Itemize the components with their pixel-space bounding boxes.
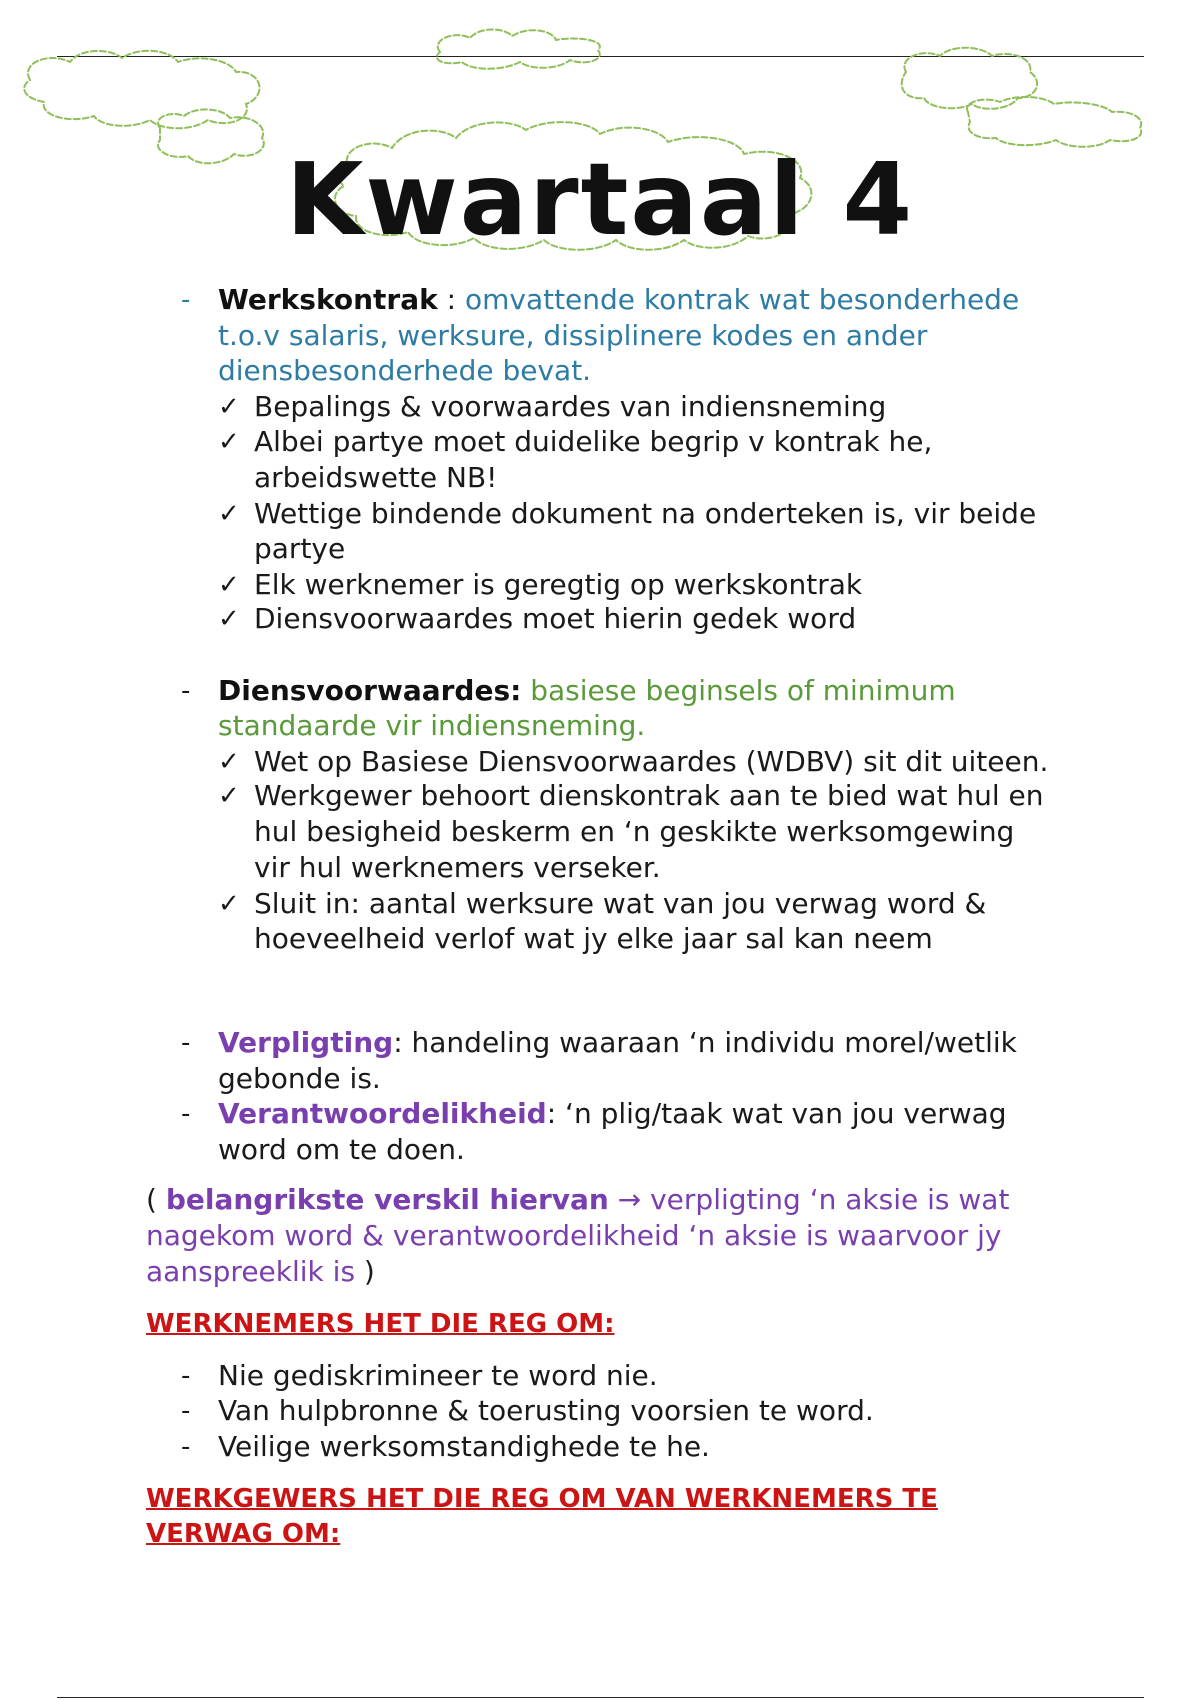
checkmark-icon: ✓ — [218, 392, 240, 422]
section2-check-1: Wet op Basiese Diensvoorwaardes (WDBV) sit dit uiteen. — [254, 745, 1049, 778]
section2-line1 — [218, 673, 956, 709]
section2-check-2b: hul besigheid beskerm en ‘n geskikte werksomgewing — [254, 815, 1015, 848]
section1-check-3b: partye — [254, 532, 346, 565]
cloud-top-center-icon — [437, 30, 600, 69]
bullet-dash: - — [181, 1396, 191, 1426]
checkmark-icon: ✓ — [218, 747, 240, 777]
right-item-3: Veilige werksomstandighede te he. — [218, 1430, 710, 1463]
heading-employer-rights-1: WERKGEWERS HET DIE REG OM VAN WERKNEMERS TE — [146, 1484, 938, 1514]
note-bold: belangrikste verskil hiervan — [165, 1183, 609, 1216]
checkmark-icon: ✓ — [218, 570, 240, 600]
heading-employee-rights: WERKNEMERS HET DIE REG OM: — [146, 1309, 615, 1339]
checkmark-icon: ✓ — [218, 781, 240, 811]
checkmark-icon: ✓ — [218, 889, 240, 919]
section1-check-2b: arbeidswette NB! — [254, 461, 498, 494]
bullet-dash: - — [181, 285, 191, 315]
section2-check-2c: vir hul werknemers verseker. — [254, 851, 661, 884]
section1-check-3: Wettige bindende dokument na onderteken is, vir beide — [254, 497, 1037, 530]
section3-def-1: : handeling waaraan ‘n individu morel/wetlik — [393, 1026, 1017, 1059]
section2-def-1: basiese beginsels of minimum — [530, 674, 956, 707]
section3-term-2: Verantwoordelikheid — [218, 1097, 547, 1130]
section1-check-2: Albei partye moet duidelike begrip v kontrak he, — [254, 425, 933, 458]
bullet-dash: - — [181, 676, 191, 706]
section1-term: Werkskontrak — [218, 283, 438, 316]
note-line1 — [146, 1182, 1009, 1218]
section1-check-1: Bepalings & voorwaardes van indiensneming — [254, 390, 887, 423]
note-text-1: verpligting ‘n aksie is wat — [650, 1183, 1010, 1216]
section1-def-1: omvattende kontrak wat besonderhede — [464, 283, 1020, 316]
cloud-right-icon — [902, 48, 1037, 109]
bullet-dash: - — [181, 1361, 191, 1391]
page-title: Kwartaal 4 — [285, 141, 915, 258]
note-close: ) — [355, 1255, 375, 1288]
section2-check-3: Sluit in: aantal werksure wat van jou verwag word & — [254, 887, 987, 920]
section1-def-3: diensbesonderhede bevat. — [218, 354, 592, 387]
right-item-2: Van hulpbronne & toerusting voorsien te word. — [218, 1394, 874, 1427]
section2-check-3b: hoeveelheid verlof wat jy elke jaar sal kan neem — [254, 922, 933, 955]
section1-sep: : — [437, 283, 465, 316]
section3-item2-line1 — [218, 1096, 1007, 1132]
note-text-3: aanspreeklik is — [146, 1255, 356, 1288]
bullet-dash: - — [181, 1099, 191, 1129]
checkmark-icon: ✓ — [218, 427, 240, 457]
checkmark-icon: ✓ — [218, 499, 240, 529]
section2-term: Diensvoorwaardes: — [218, 674, 522, 707]
section1-def-2: t.o.v salaris, werksure, dissiplinere kodes en ander — [218, 319, 928, 352]
arrow-icon: → — [608, 1183, 651, 1216]
bottom-rule — [57, 1697, 1144, 1698]
bullet-dash: - — [181, 1432, 191, 1462]
section1-check-5: Diensvoorwaardes moet hierin gedek word — [254, 602, 857, 635]
bullet-dash: - — [181, 1028, 191, 1058]
section3-item1-line1 — [218, 1025, 1017, 1061]
section2-def-2: standaarde vir indiensneming. — [218, 709, 646, 742]
section3-def-2: : ‘n plig/taak wat van jou verwag — [546, 1097, 1007, 1130]
section1-check-4: Elk werknemer is geregtig op werkskontrak — [254, 568, 863, 601]
section3-term-1: Verpligting — [218, 1026, 394, 1059]
note-text-2: nagekom word & verantwoordelikheid ‘n aksie is waarvoor jy — [146, 1219, 1002, 1252]
cloud-left-icon — [24, 51, 259, 129]
section1-line1 — [218, 282, 1019, 318]
note-line3 — [146, 1254, 375, 1290]
heading-employer-rights-2: VERWAG OM: — [146, 1519, 341, 1549]
section2-check-2: Werkgewer behoort dienskontrak aan te bied wat hul en — [254, 779, 1044, 812]
right-item-1: Nie gediskrimineer te word nie. — [218, 1359, 658, 1392]
section3-item2-line2: word om te doen. — [218, 1133, 465, 1166]
checkmark-icon: ✓ — [218, 604, 240, 634]
section3-item1-line2: gebonde is. — [218, 1062, 381, 1095]
note-open: ( — [146, 1183, 166, 1216]
